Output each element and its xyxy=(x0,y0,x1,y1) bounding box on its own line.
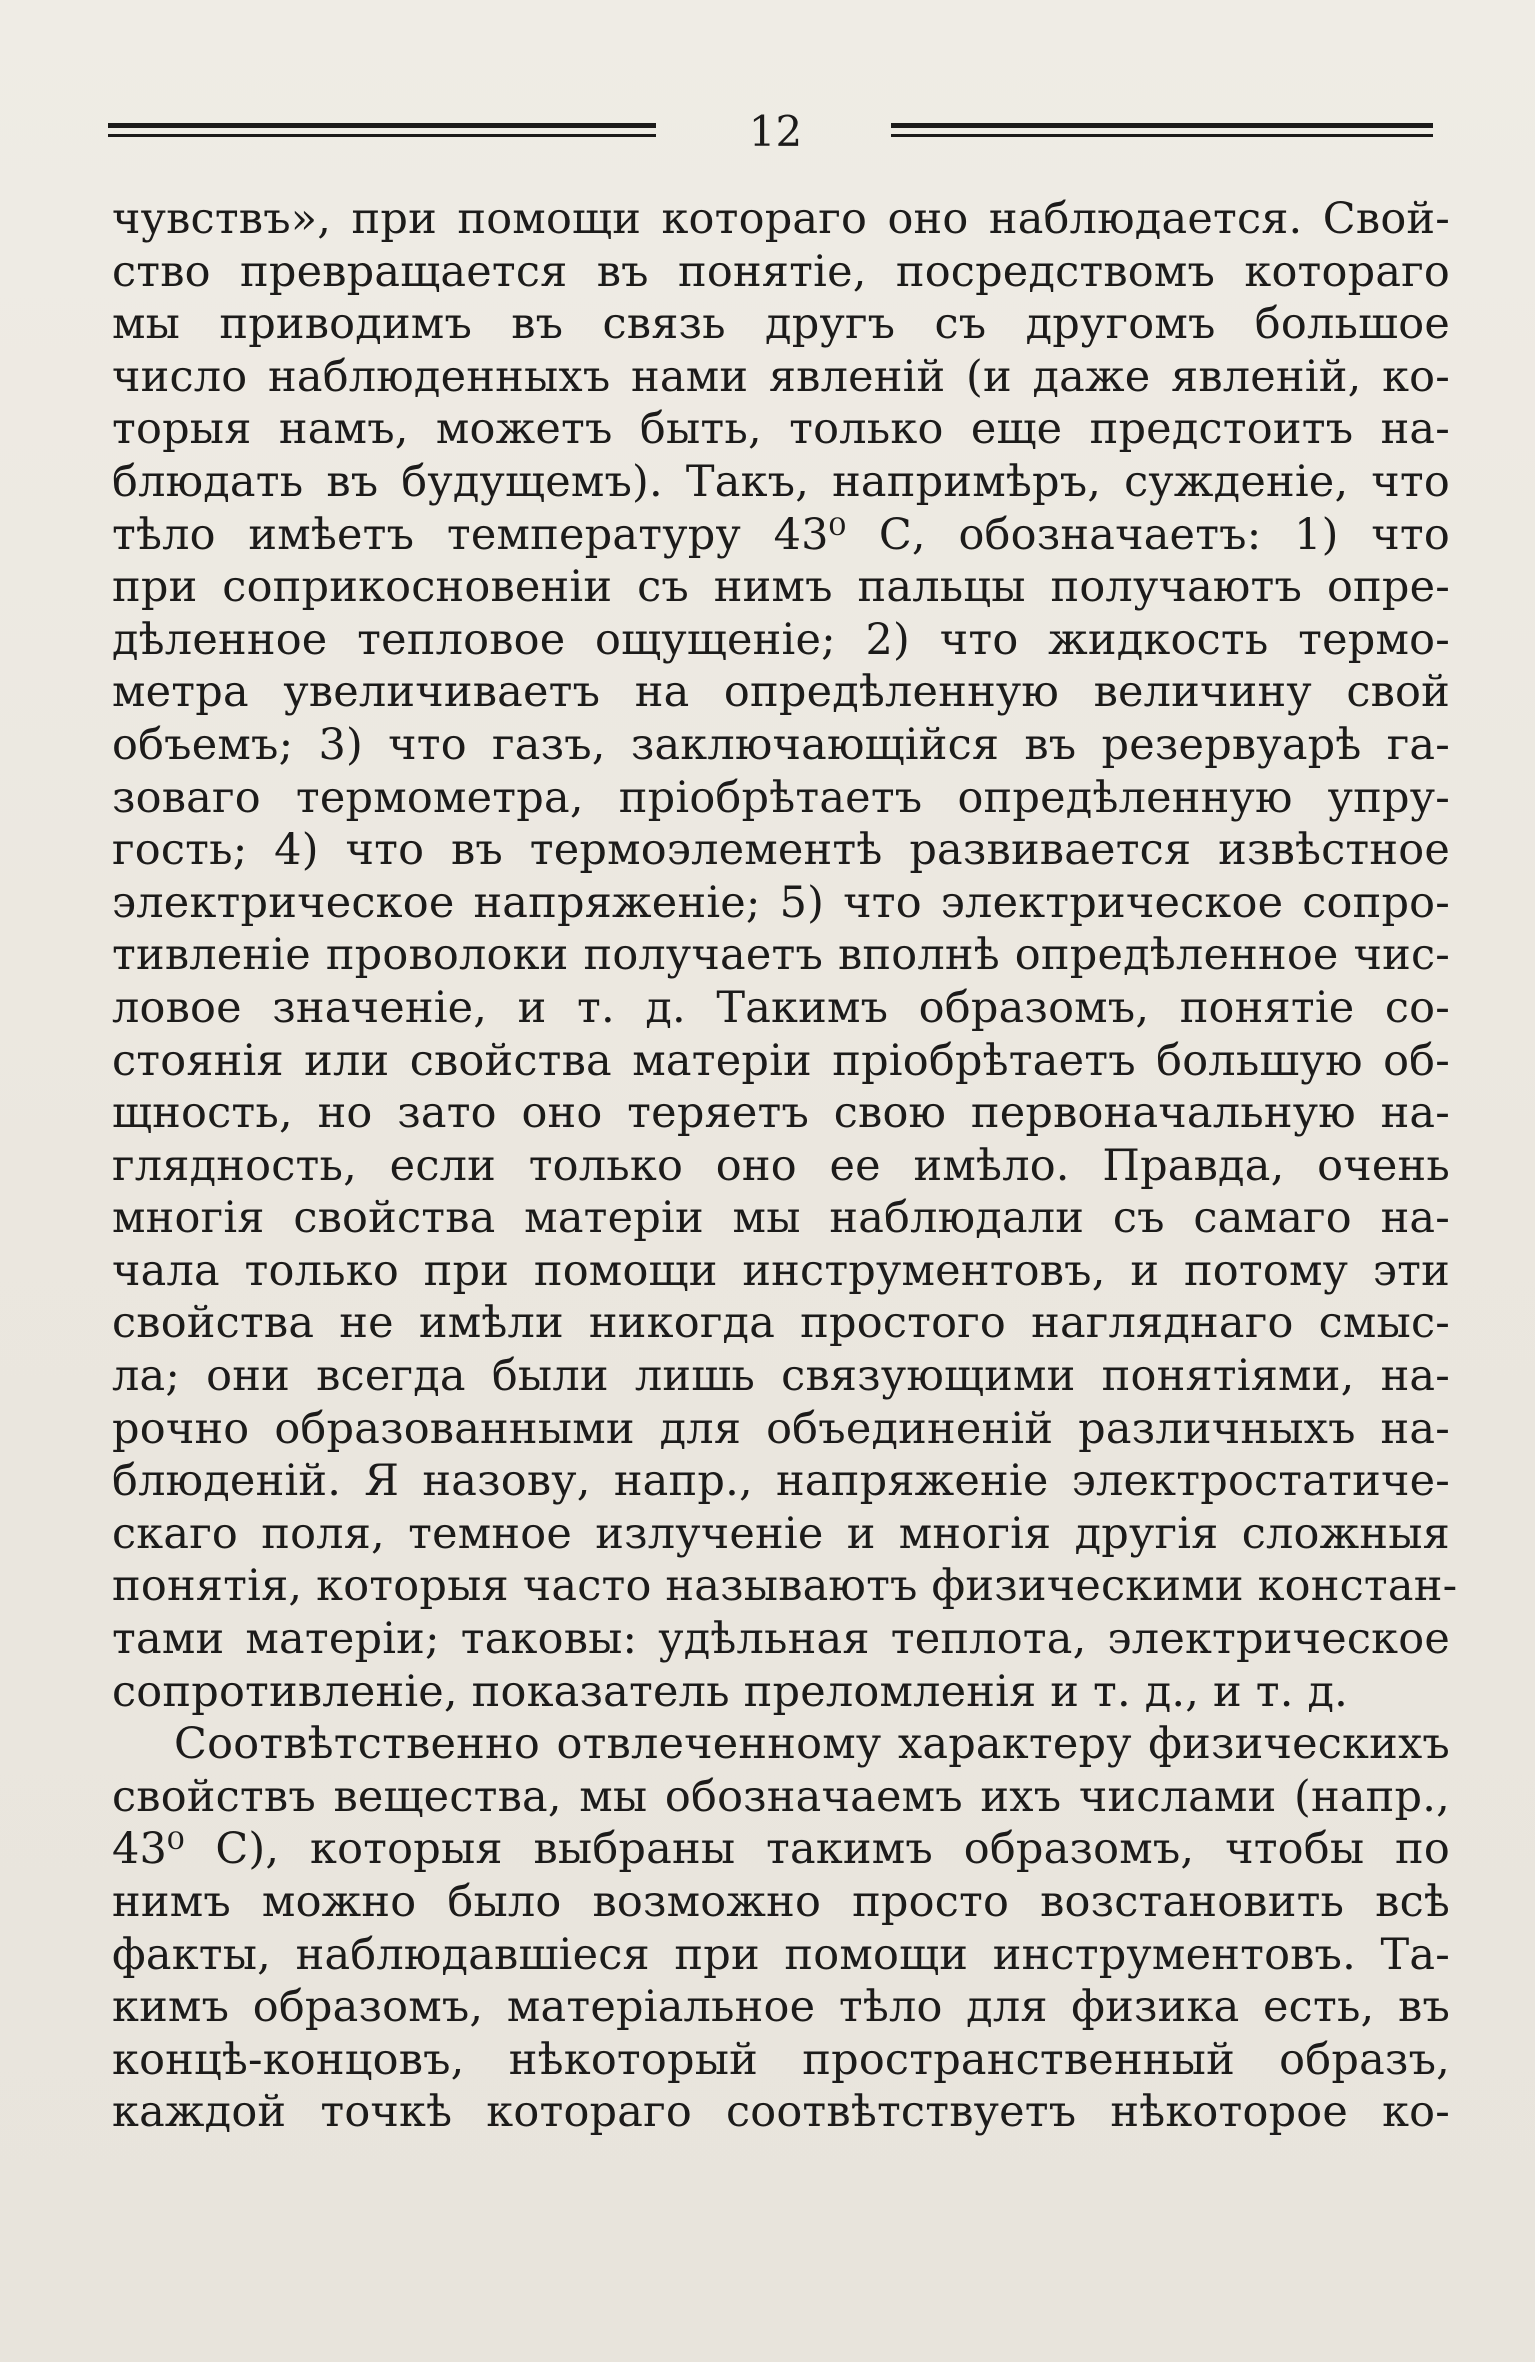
text-line: блюденій. Я назову, напр., напряженіе электростатиче- xyxy=(112,1456,1450,1507)
text-line: тѣло имѣетъ температуру 43⁰ С, обозначаетъ: 1) что xyxy=(112,509,1450,560)
header-rule-right xyxy=(891,123,1433,137)
text-line: при соприкосновеніи съ нимъ пальцы получаютъ опре- xyxy=(112,562,1450,613)
text-line: рочно образованными для объединеній различныхъ на- xyxy=(112,1403,1450,1454)
text-line: торыя намъ, можетъ быть, только еще предстоитъ на- xyxy=(112,404,1450,455)
text-line: стоянія или свойства матеріи пріобрѣтаетъ большую об- xyxy=(112,1035,1450,1086)
text-line: 43⁰ С), которыя выбраны такимъ образомъ, чтобы по xyxy=(112,1824,1450,1875)
text-line: глядность, если только оно ее имѣло. Правда, очень xyxy=(112,1140,1450,1191)
text-line: дѣленное тепловое ощущеніе; 2) что жидкость термо- xyxy=(112,614,1450,665)
page-number: 12 xyxy=(748,107,803,156)
text-line: скаго поля, темное излученіе и многія другія сложныя xyxy=(112,1508,1450,1559)
text-line: ловое значеніе, и т. д. Такимъ образомъ, понятіе со- xyxy=(112,982,1450,1033)
text-line: многія свойства матеріи мы наблюдали съ самаго на- xyxy=(112,1193,1450,1244)
text-line: ство превращается въ понятіе, посредствомъ котораго xyxy=(112,246,1450,297)
text-line: свойства не имѣли никогда простого нагляднаго смыс- xyxy=(112,1298,1450,1349)
text-line: тивленіе проволоки получаетъ вполнѣ опредѣленное чис- xyxy=(112,930,1450,981)
text-line: мы приводимъ въ связь другъ съ другомъ большое xyxy=(112,299,1450,350)
text-line: число наблюденныхъ нами явленій (и даже явленій, ко- xyxy=(112,351,1450,402)
paragraph-1 xyxy=(112,193,1458,1718)
paragraph-2 xyxy=(112,1718,1450,2139)
text-line: чувствъ», при помощи котораго оно наблюдается. Свой- xyxy=(112,194,1450,244)
text-line: Соотвѣтственно отвлеченному характеру физическихъ xyxy=(174,1719,1450,1770)
text-line: зоваго термометра, пріобрѣтаетъ опредѣленную упру- xyxy=(112,772,1450,823)
text-line: сопротивленіе, показатель преломленія и т. д., и т. д. xyxy=(112,1666,1349,1717)
text-line: объемъ; 3) что газъ, заключающійся въ резервуарѣ га- xyxy=(112,719,1450,770)
text-line: факты, наблюдавшіеся при помощи инструментовъ. Та- xyxy=(112,1929,1450,1980)
text-line: гость; 4) что въ термоэлементѣ развивается извѣстное xyxy=(112,825,1450,876)
text-line: концѣ-концовъ, нѣкоторый пространственный образъ, xyxy=(112,2034,1450,2085)
body-text xyxy=(112,193,1458,2139)
text-line: чала только при помощи инструментовъ, и потому эти xyxy=(112,1245,1450,1296)
text-line: электрическое напряженіе; 5) что электрическое сопро- xyxy=(112,877,1450,928)
text-line: понятія, которыя часто называютъ физическими констан- xyxy=(112,1561,1458,1612)
text-line: ла; они всегда были лишь связующими понятіями, на- xyxy=(112,1351,1450,1402)
text-line: блюдать въ будущемъ). Такъ, напримѣръ, сужденіе, что xyxy=(112,456,1450,507)
text-line: свойствъ вещества, мы обозначаемъ ихъ числами (напр., xyxy=(112,1771,1450,1822)
text-line: щность, но зато оно теряетъ свою первоначальную на- xyxy=(112,1088,1450,1139)
text-line: метра увеличиваетъ на опредѣленную величину свой xyxy=(112,667,1450,718)
header-rule-left xyxy=(108,123,656,137)
text-line: кимъ образомъ, матеріальное тѣло для физика есть, въ xyxy=(112,1982,1450,2033)
text-line: каждой точкѣ котораго соотвѣтствуетъ нѣкоторое ко- xyxy=(112,2087,1450,2138)
page-header xyxy=(108,108,1433,158)
text-line: тами матеріи; таковы: удѣльная теплота, электрическое xyxy=(112,1614,1450,1665)
text-line: нимъ можно было возможно просто возстановить всѣ xyxy=(112,1877,1450,1927)
